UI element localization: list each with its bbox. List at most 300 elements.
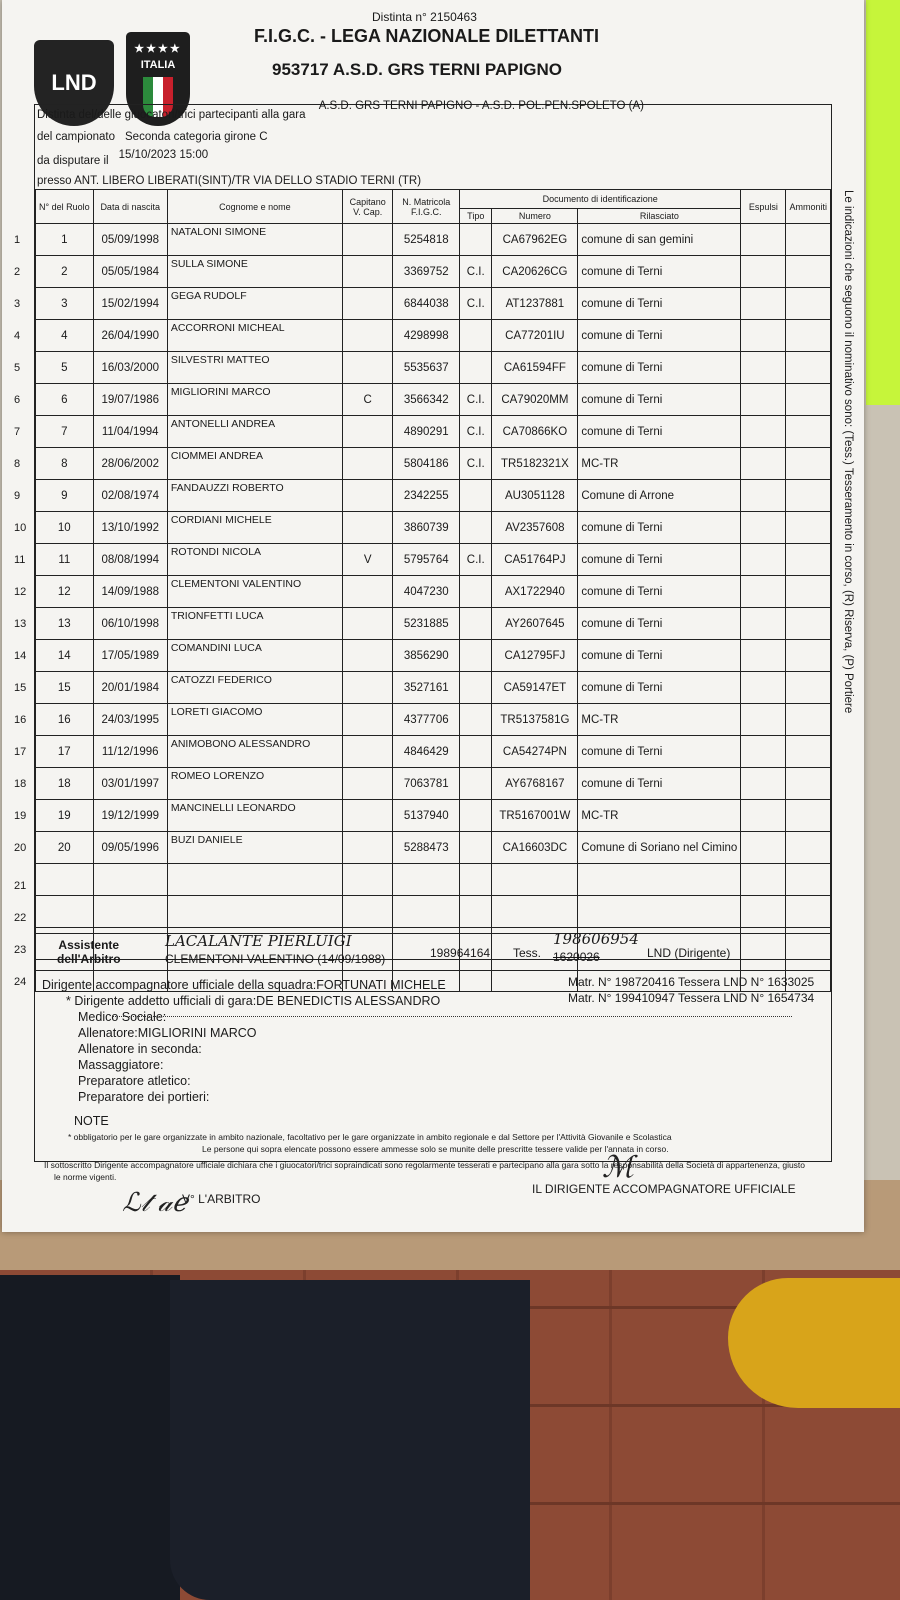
cell-n: [14, 352, 94, 384]
cell-matr: 3860739: [393, 512, 460, 544]
cell-ril: [578, 864, 741, 896]
cell-tipo: C.I.: [460, 384, 492, 416]
cell-ril: comune di Terni: [578, 256, 741, 288]
match-value: A.S.D. GRS TERNI PAPIGNO - A.S.D. POL.PEN.SPOLETO (A): [318, 100, 644, 112]
cell-birth: 17/05/1989: [93, 640, 167, 672]
note-label: NOTE: [74, 1114, 109, 1128]
cell-espulsi: [741, 576, 786, 608]
cell-tipo: [460, 640, 492, 672]
cell-cap: [343, 672, 393, 704]
cell-doc: CA16603DC: [492, 832, 578, 864]
cell-ril: comune di Terni: [578, 608, 741, 640]
cell-n-value: 13: [57, 617, 71, 630]
col-espulsi: Espulsi: [741, 190, 786, 224]
federation-title: F.I.G.C. - LEGA NAZIONALE DILETTANTI: [254, 26, 599, 46]
cell-espulsi: [741, 672, 786, 704]
cell-ammoniti: [786, 320, 831, 352]
venue-line: [37, 175, 421, 187]
cell-doc: CA79020MM: [492, 384, 578, 416]
cell-n: [14, 736, 94, 768]
cell-cap: [343, 416, 393, 448]
italia-logo-text: ITALIA: [140, 58, 176, 71]
cell-ril: comune di Terni: [578, 288, 741, 320]
table-row: [36, 704, 831, 736]
cell-matr: 5795764: [393, 544, 460, 576]
cell-doc: TR5137581G: [492, 704, 578, 736]
cell-ril: comune di Terni: [578, 352, 741, 384]
cell-cap: [343, 832, 393, 864]
championship-label: del campionato: [37, 131, 115, 143]
cell-matr: 5288473: [393, 832, 460, 864]
row-number: 3: [14, 297, 21, 310]
cell-ammoniti: [786, 768, 831, 800]
col-rilasciato: Rilasciato: [578, 209, 741, 224]
cell-tipo: [460, 768, 492, 800]
dirigente-label: IL DIRIGENTE ACCOMPAGNATORE UFFICIALE: [532, 1182, 796, 1196]
arbitro-label: V° L'ARBITRO: [182, 1192, 261, 1206]
cell-n: [14, 512, 94, 544]
row-number: 15: [14, 681, 27, 694]
dirigente-accompagnatore: Dirigente accompagnatore ufficiale della squadra:FORTUNATI MICHELE: [42, 978, 446, 992]
cell-espulsi: [741, 896, 786, 928]
cell-name: ROMEO LORENZO: [167, 768, 342, 800]
cell-espulsi: [741, 320, 786, 352]
table-row: [36, 864, 831, 896]
cell-ril: Comune di Arrone: [578, 480, 741, 512]
dirigente-addetto: * Dirigente addetto ufficiali di gara:DE BENEDICTIS ALESSANDRO: [66, 994, 441, 1008]
cell-ammoniti: [786, 224, 831, 256]
cell-ammoniti: [786, 672, 831, 704]
championship-line: [37, 131, 268, 143]
cell-ril: Comune di Soriano nel Cimino: [578, 832, 741, 864]
assistant-struck-name: CLEMENTONI VALENTINO (14/09/1988): [165, 952, 386, 966]
cell-n-value: 12: [57, 585, 71, 598]
cell-tipo: [460, 608, 492, 640]
cell-matr: 6844038: [393, 288, 460, 320]
cell-tipo: [460, 320, 492, 352]
assistant-role: LND (Dirigente): [647, 946, 731, 960]
cell-doc: AT1237881: [492, 288, 578, 320]
cell-ril: comune di Terni: [578, 512, 741, 544]
match-label: Distinta del/delle giuocatori/trici partecipanti alla gara: [37, 109, 306, 121]
table-row: [36, 608, 831, 640]
cell-espulsi: [741, 704, 786, 736]
player-rows: [14, 224, 831, 992]
distinta-number: Distinta n° 2150463: [372, 10, 477, 24]
cell-cap: [343, 320, 393, 352]
row-number: 18: [14, 777, 27, 790]
cell-n: [14, 416, 94, 448]
cell-matr: [393, 864, 460, 896]
cell-n: [14, 704, 94, 736]
cell-espulsi: [741, 352, 786, 384]
cell-birth: 26/04/1990: [93, 320, 167, 352]
cell-cap: [343, 288, 393, 320]
cell-cap: V: [343, 544, 393, 576]
cell-doc: CA59147ET: [492, 672, 578, 704]
assistant-label-1: Assistente: [58, 938, 120, 952]
col-numero: Numero: [492, 209, 578, 224]
matr-line-1: Matr. N° 198720416 Tessera LND N° 1633025: [568, 975, 815, 989]
cell-espulsi: [741, 448, 786, 480]
cell-n: [14, 832, 94, 864]
cell-birth: 06/10/1998: [93, 608, 167, 640]
cell-ril: comune di Terni: [578, 736, 741, 768]
cell-doc: CA61594FF: [492, 352, 578, 384]
row-number: 17: [14, 745, 27, 758]
cell-tipo: [460, 864, 492, 896]
cell-birth: 15/02/1994: [93, 288, 167, 320]
cell-ril: MC-TR: [578, 800, 741, 832]
row-number: 2: [14, 265, 21, 278]
venue-label: presso: [37, 175, 72, 187]
cell-n: [14, 448, 94, 480]
cell-matr: 5804186: [393, 448, 460, 480]
cell-espulsi: [741, 384, 786, 416]
cell-ammoniti: [786, 736, 831, 768]
cell-matr: 3527161: [393, 672, 460, 704]
cell-n: [14, 384, 94, 416]
cell-matr: 3369752: [393, 256, 460, 288]
cell-cap: [343, 448, 393, 480]
cell-n-value: 18: [57, 777, 71, 790]
cell-espulsi: [741, 256, 786, 288]
cell-n: [14, 608, 94, 640]
declaration-1: Il sottoscritto Dirigente accompagnatore ufficiale dichiara che i giuocatori/trici sopraindicati sono regolarmente tesserati e partecipano alla gara sotto la responsabilità della Società di appartenenza, giusto: [44, 1160, 806, 1170]
cell-birth: 08/08/1994: [93, 544, 167, 576]
table-row: [36, 448, 831, 480]
cell-n: [14, 864, 94, 896]
cell-matr: 5231885: [393, 608, 460, 640]
cell-n: [14, 800, 94, 832]
cell-doc: CA20626CG: [492, 256, 578, 288]
cell-ril: comune di Terni: [578, 384, 741, 416]
footnote-2: Le persone qui sopra elencate possono essere ammesse solo se munite delle prescritte tessere valide per l'annata in corso.: [202, 1144, 669, 1154]
cell-doc: CA77201IU: [492, 320, 578, 352]
cell-name: FANDAUZZI ROBERTO: [167, 480, 342, 512]
cell-tipo: [460, 512, 492, 544]
cell-doc: AY2607645: [492, 608, 578, 640]
col-ruolo: N° del Ruolo: [36, 190, 94, 224]
cell-matr: [393, 896, 460, 928]
cell-espulsi: [741, 800, 786, 832]
cell-matr: 4890291: [393, 416, 460, 448]
cell-n-value: 1: [61, 233, 68, 246]
cell-name: ANTONELLI ANDREA: [167, 416, 342, 448]
cell-name: NATALONI SIMONE: [167, 224, 342, 256]
cell-name: MANCINELLI LEONARDO: [167, 800, 342, 832]
cell-cap: [343, 224, 393, 256]
table-row: [36, 512, 831, 544]
cell-ammoniti: [786, 352, 831, 384]
assistant-handwritten-name: LACALANTE PIERLUIGI: [165, 932, 352, 950]
col-ammoniti: Ammoniti: [786, 190, 831, 224]
cell-birth: 09/05/1996: [93, 832, 167, 864]
declaration-2: le norme vigenti.: [54, 1172, 117, 1182]
championship-value: Seconda categoria girone C: [125, 131, 268, 143]
allenatore-seconda: Allenatore in seconda:: [78, 1042, 202, 1056]
assistant-tess-label: Tess.: [513, 946, 542, 960]
table-row: [36, 256, 831, 288]
cell-doc: TR5167001W: [492, 800, 578, 832]
cell-birth: 02/08/1974: [93, 480, 167, 512]
cell-cap: [343, 608, 393, 640]
cell-espulsi: [741, 480, 786, 512]
medico-sociale: Medico Sociale:: [78, 1010, 167, 1024]
table-row: [36, 384, 831, 416]
cell-ammoniti: [786, 896, 831, 928]
cell-matr: 5137940: [393, 800, 460, 832]
table-row: [36, 480, 831, 512]
row-number: 16: [14, 713, 27, 726]
cell-n-value: 2: [61, 265, 68, 278]
cell-ril: comune di san gemini: [578, 224, 741, 256]
cell-ammoniti: [786, 832, 831, 864]
cell-doc: [492, 896, 578, 928]
assistant-label: [57, 938, 121, 966]
cell-n-value: 16: [57, 713, 71, 726]
cell-ammoniti: [786, 512, 831, 544]
cell-cap: C: [343, 384, 393, 416]
cell-name: CLEMENTONI VALENTINO: [167, 576, 342, 608]
cell-n: [14, 896, 94, 928]
vertical-legend: Le indicazioni che seguono il nominativo sono: (Tess.) Tesseramento in corso, (R) Riserva, (P) Portiere: [842, 190, 854, 714]
team-sheet-document: [2, 0, 864, 1232]
cell-n: [14, 672, 94, 704]
cell-n: [14, 768, 94, 800]
dirigente-signature: ℳ: [602, 1150, 635, 1185]
cell-name: CATOZZI FEDERICO: [167, 672, 342, 704]
cell-n-value: 7: [61, 425, 68, 438]
cell-cap: [343, 512, 393, 544]
col-tipo: Tipo: [460, 209, 492, 224]
cell-matr: 4298998: [393, 320, 460, 352]
row-number: 1: [14, 233, 21, 246]
cell-birth: 03/01/1997: [93, 768, 167, 800]
cell-birth: 19/12/1999: [93, 800, 167, 832]
cell-matr: 7063781: [393, 768, 460, 800]
assistant-handwritten-tess: 198606954: [553, 930, 639, 948]
cell-name: CIOMMEI ANDREA: [167, 448, 342, 480]
table-row: [36, 800, 831, 832]
cell-birth: 28/06/2002: [93, 448, 167, 480]
cell-doc: CA54274PN: [492, 736, 578, 768]
cell-cap: [343, 640, 393, 672]
cell-cap: [343, 736, 393, 768]
cell-matr: 3856290: [393, 640, 460, 672]
cell-n: [14, 256, 94, 288]
cell-doc: AU3051128: [492, 480, 578, 512]
cell-tipo: [460, 832, 492, 864]
cell-cap: [343, 480, 393, 512]
cell-espulsi: [741, 864, 786, 896]
cell-espulsi: [741, 608, 786, 640]
date-value: 15/10/2023 15:00: [118, 149, 209, 161]
table-row: [36, 768, 831, 800]
cell-birth: 14/09/1988: [93, 576, 167, 608]
venue-value: ANT. LIBERO LIBERATI(SINT)/TR VIA DELLO STADIO TERNI (TR): [74, 175, 422, 187]
cell-espulsi: [741, 768, 786, 800]
cell-name: MIGLIORINI MARCO: [167, 384, 342, 416]
cell-doc: AV2357608: [492, 512, 578, 544]
table-row: [36, 736, 831, 768]
match-line: [37, 100, 644, 121]
row-number: 19: [14, 809, 27, 822]
cell-tipo: [460, 800, 492, 832]
cell-name: BUZI DANIELE: [167, 832, 342, 864]
cell-cap: [343, 256, 393, 288]
cell-cap: [343, 864, 393, 896]
cell-name: [167, 896, 342, 928]
cell-matr: 2342255: [393, 480, 460, 512]
yellow-vest: [866, 0, 900, 405]
cell-ammoniti: [786, 640, 831, 672]
cell-name: LORETI GIACOMO: [167, 704, 342, 736]
cell-doc: AX1722940: [492, 576, 578, 608]
cell-tipo: [460, 352, 492, 384]
cell-ril: comune di Terni: [578, 672, 741, 704]
cell-birth: 20/01/1984: [93, 672, 167, 704]
cell-n-value: 9: [61, 489, 68, 502]
cell-tipo: C.I.: [460, 288, 492, 320]
cell-n-value: 14: [57, 649, 71, 662]
cell-n-value: 5: [61, 361, 68, 374]
cell-doc: CA67962EG: [492, 224, 578, 256]
cell-matr: 4377706: [393, 704, 460, 736]
cell-espulsi: [741, 416, 786, 448]
cell-name: TRIONFETTI LUCA: [167, 608, 342, 640]
cell-tipo: C.I.: [460, 256, 492, 288]
table-row: [36, 672, 831, 704]
cell-n: [14, 544, 94, 576]
cell-matr: 5254818: [393, 224, 460, 256]
cell-name: ANIMOBONO ALESSANDRO: [167, 736, 342, 768]
cell-ril: [578, 896, 741, 928]
cell-n-value: 6: [61, 393, 68, 406]
cell-birth: 05/05/1984: [93, 256, 167, 288]
row-number: 13: [14, 617, 27, 630]
row-number: 4: [14, 329, 21, 342]
cell-n: [14, 480, 94, 512]
players-table: [14, 189, 831, 992]
cell-tipo: C.I.: [460, 544, 492, 576]
date-line: [37, 149, 209, 167]
cell-espulsi: [741, 736, 786, 768]
cell-ril: MC-TR: [578, 704, 741, 736]
cell-n-value: 20: [57, 841, 71, 854]
cell-name: SILVESTRI MATTEO: [167, 352, 342, 384]
footnote-1: * obbligatorio per le gare organizzate in ambito nazionale, facoltativo per le gare organizzate in ambito regionale e dal Settore per l'Attività Giovanile e Scolastica: [68, 1132, 672, 1142]
cell-ammoniti: [786, 544, 831, 576]
cell-espulsi: [741, 512, 786, 544]
cell-doc: CA70866KO: [492, 416, 578, 448]
cell-ammoniti: [786, 800, 831, 832]
table-row: [36, 640, 831, 672]
cell-n-value: 4: [61, 329, 68, 342]
row-number: 9: [14, 489, 21, 502]
date-label: da disputare il: [37, 155, 109, 167]
cell-n: [14, 288, 94, 320]
cell-ammoniti: [786, 480, 831, 512]
row-number: 6: [14, 393, 21, 406]
table-row: [36, 320, 831, 352]
col-name: Cognome e nome: [167, 190, 342, 224]
cell-matr: 5535637: [393, 352, 460, 384]
cell-ammoniti: [786, 256, 831, 288]
cell-ammoniti: [786, 416, 831, 448]
cell-ammoniti: [786, 864, 831, 896]
row-number: 8: [14, 457, 21, 470]
cell-n-value: 17: [57, 745, 71, 758]
table-row: [36, 224, 831, 256]
cell-n-value: 15: [57, 681, 71, 694]
cell-tipo: [460, 704, 492, 736]
cell-n-value: 3: [61, 297, 68, 310]
cell-doc: CA51764PJ: [492, 544, 578, 576]
cell-ril: comune di Terni: [578, 768, 741, 800]
cell-n: [14, 320, 94, 352]
cell-cap: [343, 768, 393, 800]
cell-matr: 4846429: [393, 736, 460, 768]
row-number: 12: [14, 585, 27, 598]
cell-doc: TR5182321X: [492, 448, 578, 480]
cell-name: CORDIANI MICHELE: [167, 512, 342, 544]
cell-doc: CA12795FJ: [492, 640, 578, 672]
col-birth: Data di nascita: [93, 190, 167, 224]
cell-ammoniti: [786, 608, 831, 640]
row-number: 21: [14, 879, 27, 892]
cell-doc: [492, 864, 578, 896]
table-row: [36, 832, 831, 864]
row-number: 24: [14, 975, 27, 988]
row-number: 23: [14, 943, 27, 956]
cell-ril: comune di Terni: [578, 640, 741, 672]
row-number: 22: [14, 911, 27, 924]
allenatore: Allenatore:MIGLIORINI MARCO: [78, 1026, 257, 1040]
cell-n-value: 19: [57, 809, 71, 822]
cell-ril: comune di Terni: [578, 416, 741, 448]
cell-tipo: C.I.: [460, 448, 492, 480]
table-row: [36, 544, 831, 576]
cell-name: COMANDINI LUCA: [167, 640, 342, 672]
cell-name: ROTONDI NICOLA: [167, 544, 342, 576]
cell-birth: [93, 896, 167, 928]
team-title: 953717 A.S.D. GRS TERNI PAPIGNO: [272, 60, 563, 79]
cell-espulsi: [741, 288, 786, 320]
cell-ammoniti: [786, 384, 831, 416]
cell-ril: comune di Terni: [578, 576, 741, 608]
cell-name: [167, 864, 342, 896]
preparatore-portieri: Preparatore dei portieri:: [78, 1090, 210, 1104]
cell-cap: [343, 896, 393, 928]
cell-n: [14, 224, 94, 256]
table-row: [36, 288, 831, 320]
row-number: 10: [14, 521, 27, 534]
col-matricola: N. Matricola F.I.G.C.: [393, 190, 460, 224]
row-number: 20: [14, 841, 27, 854]
table-row: [36, 416, 831, 448]
cell-cap: [343, 352, 393, 384]
cell-ammoniti: [786, 576, 831, 608]
cell-tipo: [460, 896, 492, 928]
cell-name: GEGA RUDOLF: [167, 288, 342, 320]
row-number: 7: [14, 425, 21, 438]
lnd-logo-text: LND: [51, 70, 97, 95]
cell-n-value: 8: [61, 457, 68, 470]
massaggiatore: Massaggiatore:: [78, 1058, 164, 1072]
cell-doc: AY6768167: [492, 768, 578, 800]
table-row: [36, 896, 831, 928]
